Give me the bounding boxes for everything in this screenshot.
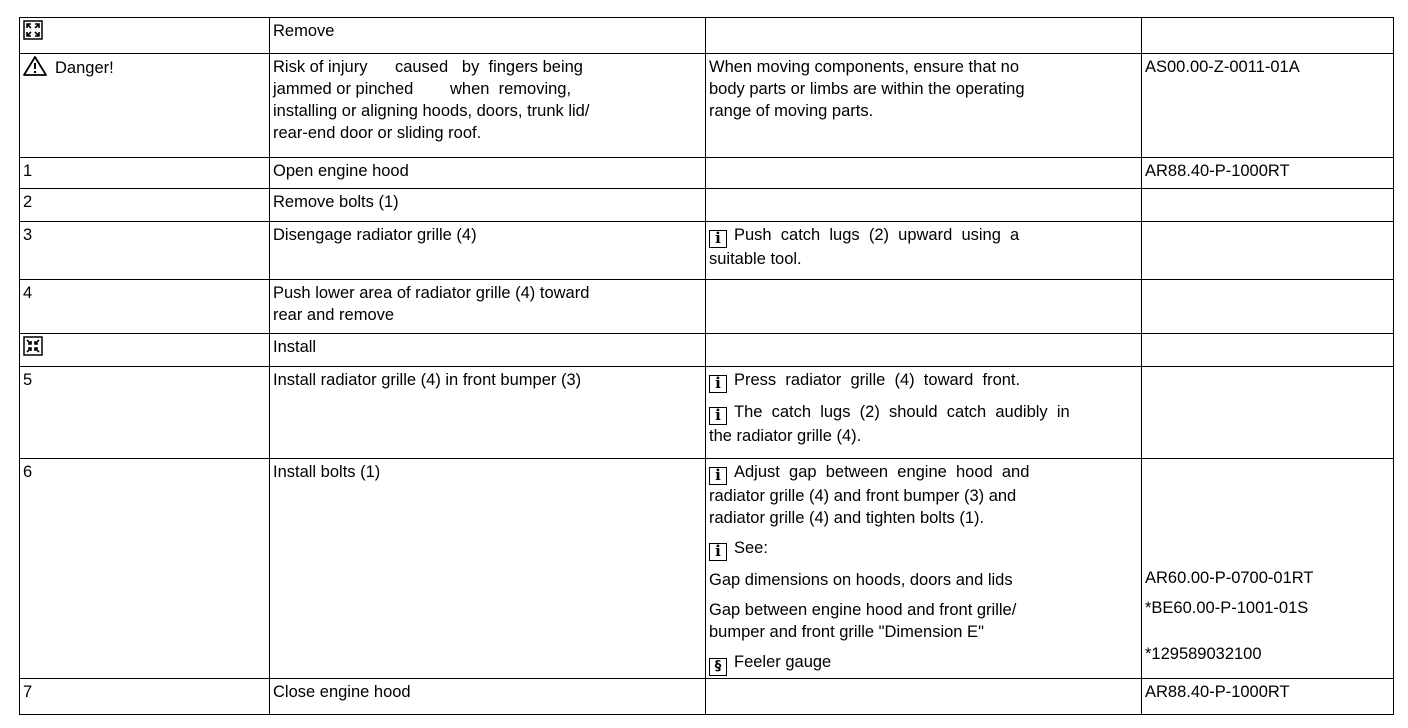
note-cell — [706, 18, 1142, 54]
note-line: When moving components, ensure that no — [709, 58, 1020, 76]
step-cell — [20, 54, 270, 158]
note-line: body parts or limbs are within the operating — [709, 80, 1025, 98]
note-cell — [706, 189, 1142, 222]
note-line: suitable tool. — [709, 250, 802, 268]
remove-icon — [23, 20, 43, 40]
danger-label: Danger! — [55, 59, 114, 77]
step-cell — [20, 459, 270, 679]
note-line: radiator grille (4) and front bumper (3) and — [709, 487, 1017, 505]
action-line: installing or aligning hoods, doors, trunk lid/ — [273, 102, 590, 120]
action-cell — [270, 54, 706, 158]
action-line: jammed or pinched when removing, — [273, 80, 572, 98]
action-text: Install — [273, 338, 317, 356]
note-line: the radiator grille (4). — [709, 427, 862, 445]
step-number: 1 — [23, 162, 33, 180]
ref-cell — [1142, 280, 1394, 334]
action-cell — [270, 222, 706, 280]
ref-link[interactable]: AR88.40-P-1000RT — [1145, 162, 1290, 180]
action-text: Disengage radiator grille (4) — [273, 226, 477, 244]
table-row — [20, 280, 1394, 334]
action-cell — [270, 459, 706, 679]
table-row — [20, 334, 1394, 367]
note-cell — [706, 459, 1142, 679]
note-cell — [706, 158, 1142, 189]
table-row — [20, 222, 1394, 280]
action-cell — [270, 367, 706, 459]
table-row — [20, 158, 1394, 189]
info-icon: i — [709, 543, 727, 561]
warning-icon — [23, 56, 47, 76]
note-line: See: — [734, 539, 768, 557]
table-row — [20, 459, 1394, 679]
step-cell — [20, 334, 270, 367]
step-number: 4 — [23, 284, 33, 302]
action-line: rear and remove — [273, 306, 395, 324]
step-number: 2 — [23, 193, 33, 211]
note-line: The catch lugs (2) should catch audibly in — [734, 403, 1070, 421]
step-cell — [20, 158, 270, 189]
action-text: Close engine hood — [273, 683, 411, 701]
note-line: Gap between engine hood and front grille/ — [709, 601, 1017, 619]
ref-cell — [1142, 54, 1394, 158]
action-text: Remove — [273, 22, 335, 40]
info-icon: i — [709, 467, 727, 485]
step-cell — [20, 679, 270, 715]
note-cell — [706, 54, 1142, 158]
ref-link[interactable]: *BE60.00-P-1001-01S — [1145, 599, 1309, 617]
note-cell — [706, 367, 1142, 459]
ref-link[interactable]: AS00.00-Z-0011-01A — [1145, 58, 1300, 76]
note-line: Gap dimensions on hoods, doors and lids — [709, 571, 1013, 589]
action-text: Remove bolts (1) — [273, 193, 399, 211]
action-cell — [270, 280, 706, 334]
ref-link[interactable]: *129589032100 — [1145, 645, 1262, 663]
action-cell — [270, 189, 706, 222]
note-line: radiator grille (4) and tighten bolts (1). — [709, 509, 985, 527]
step-cell — [20, 222, 270, 280]
note-line: Press radiator grille (4) toward front. — [734, 371, 1021, 389]
ref-cell — [1142, 222, 1394, 280]
table-row — [20, 679, 1394, 715]
action-line: Risk of injury caused by fingers being — [273, 58, 583, 76]
ref-cell — [1142, 367, 1394, 459]
note-cell — [706, 679, 1142, 715]
note-line: Adjust gap between engine hood and — [734, 463, 1030, 481]
step-cell — [20, 18, 270, 54]
action-cell — [270, 679, 706, 715]
ref-cell — [1142, 158, 1394, 189]
action-line: rear-end door or sliding roof. — [273, 124, 482, 142]
info-icon: i — [709, 230, 727, 248]
step-cell — [20, 280, 270, 334]
step-cell — [20, 367, 270, 459]
step-cell — [20, 189, 270, 222]
step-number: 3 — [23, 226, 33, 244]
note-cell — [706, 222, 1142, 280]
ref-cell — [1142, 459, 1394, 679]
procedure-table — [19, 17, 1394, 715]
note-line: bumper and front grille "Dimension E" — [709, 623, 984, 641]
tool-icon: § — [709, 658, 727, 676]
ref-link[interactable]: AR88.40-P-1000RT — [1145, 683, 1290, 701]
step-number: 7 — [23, 683, 33, 701]
info-icon: i — [709, 375, 727, 393]
install-icon — [23, 336, 43, 356]
info-icon: i — [709, 407, 727, 425]
ref-cell — [1142, 679, 1394, 715]
table-row — [20, 367, 1394, 459]
action-text: Install bolts (1) — [273, 463, 381, 481]
table-row — [20, 54, 1394, 158]
table-row — [20, 189, 1394, 222]
action-cell — [270, 158, 706, 189]
ref-cell — [1142, 334, 1394, 367]
action-text: Open engine hood — [273, 162, 409, 180]
ref-link[interactable]: AR60.00-P-0700-01RT — [1145, 569, 1314, 587]
note-cell — [706, 334, 1142, 367]
ref-cell — [1142, 189, 1394, 222]
ref-cell — [1142, 18, 1394, 54]
note-line: range of moving parts. — [709, 102, 874, 120]
action-cell — [270, 334, 706, 367]
note-cell — [706, 280, 1142, 334]
step-number: 6 — [23, 463, 33, 481]
action-text: Install radiator grille (4) in front bumper (3) — [273, 371, 582, 389]
step-number: 5 — [23, 371, 33, 389]
table-row — [20, 18, 1394, 54]
note-line: Feeler gauge — [734, 653, 832, 671]
note-line: Push catch lugs (2) upward using a — [734, 226, 1020, 244]
action-line: Push lower area of radiator grille (4) toward — [273, 284, 590, 302]
action-cell — [270, 18, 706, 54]
